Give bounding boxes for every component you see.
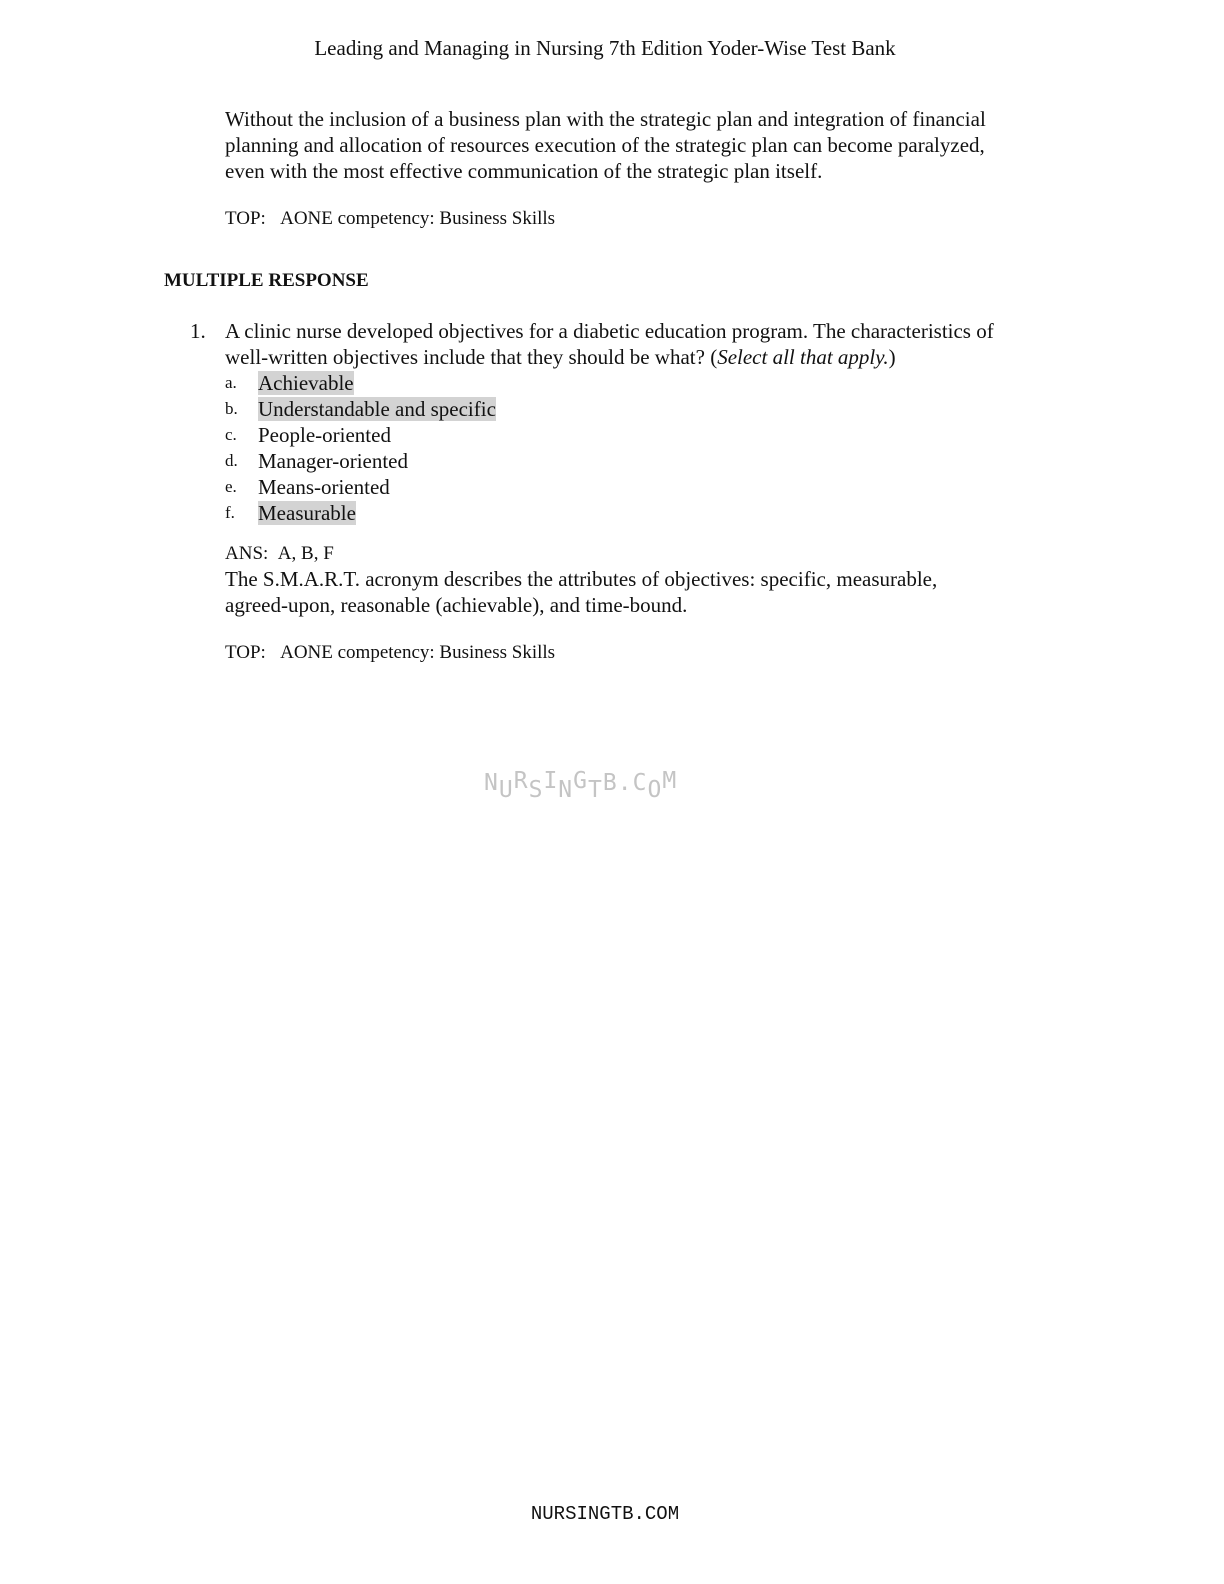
watermark-char: U: [498, 777, 514, 803]
topic-label: TOP:: [225, 642, 266, 663]
question-number: 1.: [190, 319, 206, 343]
question-stem-close: ): [888, 345, 896, 369]
question-topic: [225, 642, 555, 664]
rationale-line: even with the most effective communication of the strategic plan itself.: [225, 159, 823, 183]
section-heading: MULTIPLE RESPONSE: [164, 270, 369, 291]
option-b: [258, 397, 496, 422]
watermark-char: G: [573, 768, 589, 794]
watermark-char: S: [528, 777, 544, 803]
watermark: [484, 768, 678, 803]
watermark-char: .: [617, 770, 633, 796]
watermark-char: T: [588, 777, 603, 803]
option-letter-c: c.: [225, 425, 237, 444]
topic-value: AONE competency: Business Skills: [280, 642, 556, 663]
option-c: People-oriented: [258, 423, 391, 447]
option-f-text: Measurable: [258, 501, 356, 525]
topic-label: TOP:: [225, 208, 266, 229]
option-f: [258, 501, 356, 526]
option-b-text: Understandable and specific: [258, 397, 496, 421]
option-a-text: Achievable: [258, 371, 354, 395]
option-letter-f: f.: [225, 503, 235, 522]
watermark-char: M: [662, 768, 678, 794]
watermark-char: R: [513, 768, 529, 794]
answer-line: [225, 543, 334, 565]
option-d: Manager-oriented: [258, 449, 409, 473]
rationale-line: Without the inclusion of a business plan with the strategic plan and integration of financial: [225, 107, 986, 131]
previous-rationale: [225, 106, 1065, 184]
option-letter-e: e.: [225, 477, 237, 496]
watermark-char: N: [484, 770, 499, 796]
option-letter-b: b.: [225, 399, 238, 418]
option-a: [258, 371, 354, 396]
rationale-line: planning and allocation of resources execution of the strategic plan can become paralyzed,: [225, 133, 985, 157]
previous-topic: [225, 208, 555, 230]
answer-value: A, B, F: [277, 543, 334, 564]
rationale-line: agreed-upon, reasonable (achievable), and time-bound.: [225, 593, 688, 617]
running-header: Leading and Managing in Nursing 7th Edition Yoder-Wise Test Bank: [314, 36, 896, 60]
rationale-line: The S.M.A.R.T. acronym describes the attributes of objectives: specific, measurable,: [225, 567, 938, 591]
answer-label: ANS:: [225, 543, 269, 564]
page-footer: NURSINGTB.COM: [530, 1503, 680, 1525]
watermark-char: O: [647, 777, 663, 803]
option-e: Means-oriented: [258, 475, 390, 499]
option-letter-d: d.: [225, 451, 238, 470]
question-stem-text: well-written objectives include that they should be what? (: [225, 345, 718, 369]
watermark-char: N: [558, 777, 574, 803]
question-stem-line-1: A clinic nurse developed objectives for a diabetic education program. The characteristics of: [225, 319, 994, 343]
watermark-char: C: [632, 770, 648, 796]
option-letter-a: a.: [225, 373, 237, 392]
watermark-char: B: [602, 770, 618, 796]
select-all-instruction: Select all that apply.: [717, 345, 889, 369]
topic-value: AONE competency: Business Skills: [280, 208, 556, 229]
watermark-char: I: [543, 768, 559, 794]
question-stem-line-2: [225, 345, 896, 370]
